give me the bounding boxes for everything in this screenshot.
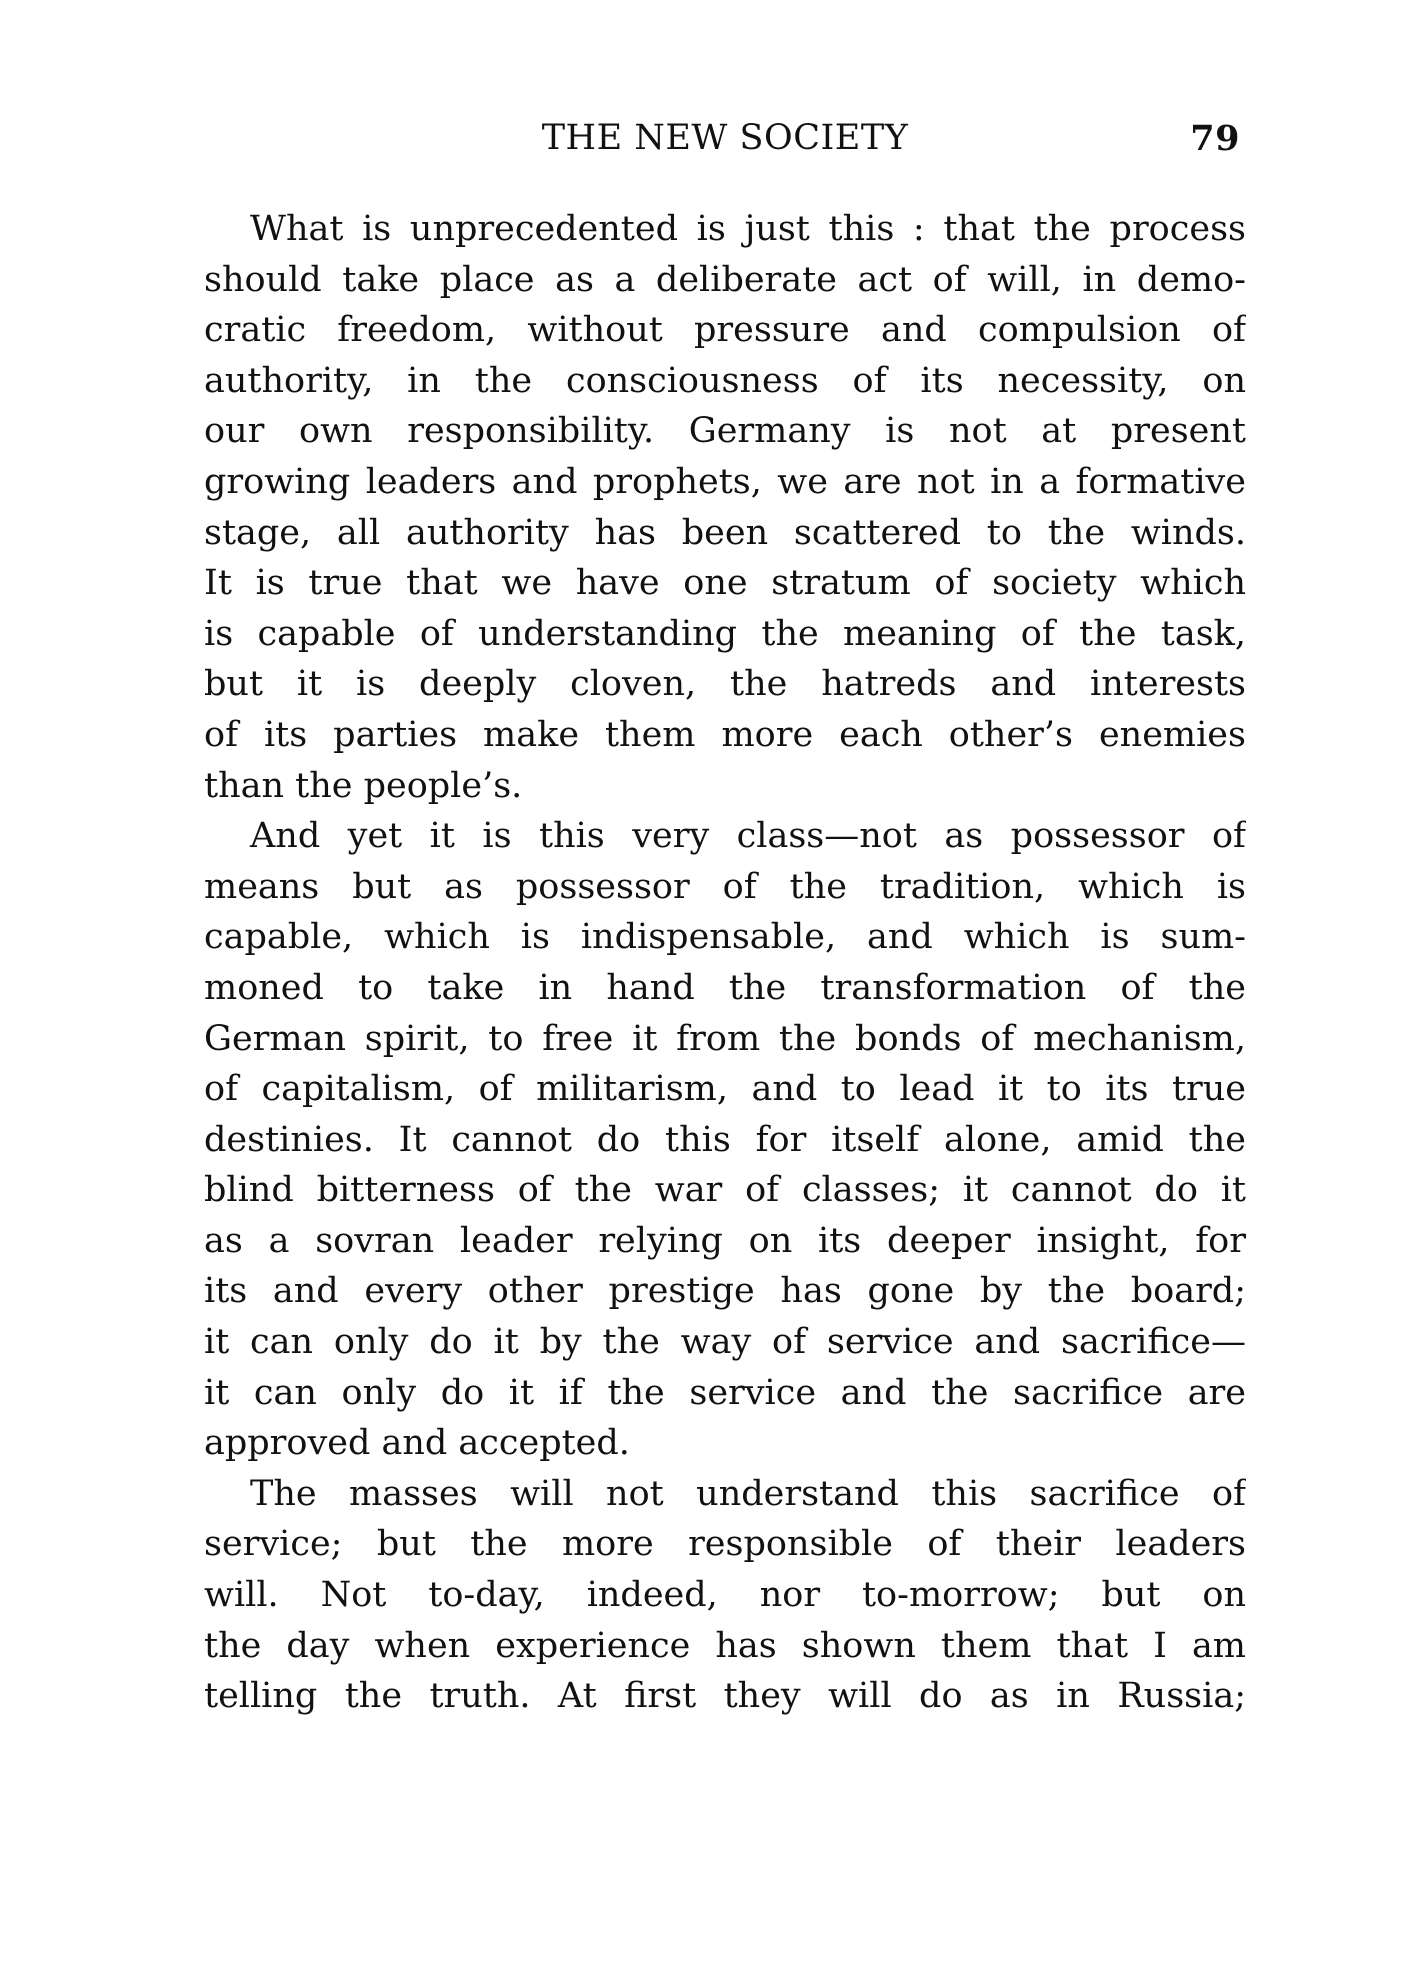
- text-line: moned to take in hand the transformation of the: [204, 967, 1246, 1008]
- text-line: It is true that we have one stratum of society which: [204, 563, 1246, 604]
- text-line: blind bitterness of the war of classes; it cannot do it: [204, 1170, 1246, 1211]
- text-line: will. Not to-day, indeed, nor to-morrow; but on: [204, 1575, 1246, 1616]
- text-line: its and every other prestige has gone by the board;: [204, 1271, 1246, 1312]
- text-line: German spirit, to free it from the bonds of mechanism,: [204, 1018, 1246, 1059]
- text-line: The masses will not understand this sacrifice of: [250, 1473, 1246, 1514]
- text-line: cratic freedom, without pressure and compulsion of: [204, 310, 1246, 351]
- text-line: the day when experience has shown them that I am: [204, 1625, 1246, 1666]
- text-line: but it is deeply cloven, the hatreds and interests: [204, 664, 1246, 705]
- running-title: THE NEW SOCIETY: [541, 118, 909, 158]
- text-line: is capable of understanding the meaning of the task,: [204, 613, 1246, 654]
- body-text: [204, 204, 1246, 1722]
- text-line: than the people’s.: [204, 765, 523, 806]
- text-line: capable, which is indispensable, and which is sum-: [204, 917, 1246, 958]
- text-line: And yet it is this very class—not as possessor of: [250, 816, 1246, 857]
- text-line: service; but the more responsible of their leaders: [204, 1524, 1246, 1565]
- text-line: means but as possessor of the tradition, which is: [204, 866, 1246, 907]
- text-line: should take place as a deliberate act of will, in demo-: [204, 259, 1246, 300]
- running-header: [204, 118, 1246, 168]
- text-line: it can only do it by the way of service and sacrifice—: [204, 1322, 1246, 1363]
- text-line: stage, all authority has been scattered to the winds.: [204, 512, 1246, 553]
- text-line: destinies. It cannot do this for itself alone, amid the: [204, 1119, 1246, 1160]
- text-line: of capitalism, of militarism, and to lead it to its true: [204, 1069, 1246, 1110]
- text-line: our own responsibility. Germany is not at present: [204, 411, 1246, 452]
- text-line: of its parties make them more each other’s enemies: [204, 714, 1246, 755]
- page-number: 79: [1190, 118, 1240, 159]
- text-line: telling the truth. At first they will do as in Russia;: [204, 1676, 1246, 1717]
- text-line: approved and accepted.: [204, 1423, 630, 1464]
- text-line: What is unprecedented is just this : that the process: [250, 209, 1246, 249]
- text-line: it can only do it if the service and the sacrifice are: [204, 1372, 1246, 1413]
- text-line: authority, in the consciousness of its necessity, on: [204, 360, 1246, 401]
- text-line: as a sovran leader relying on its deeper insight, for: [204, 1220, 1246, 1261]
- text-line: growing leaders and prophets, we are not in a formative: [204, 461, 1246, 502]
